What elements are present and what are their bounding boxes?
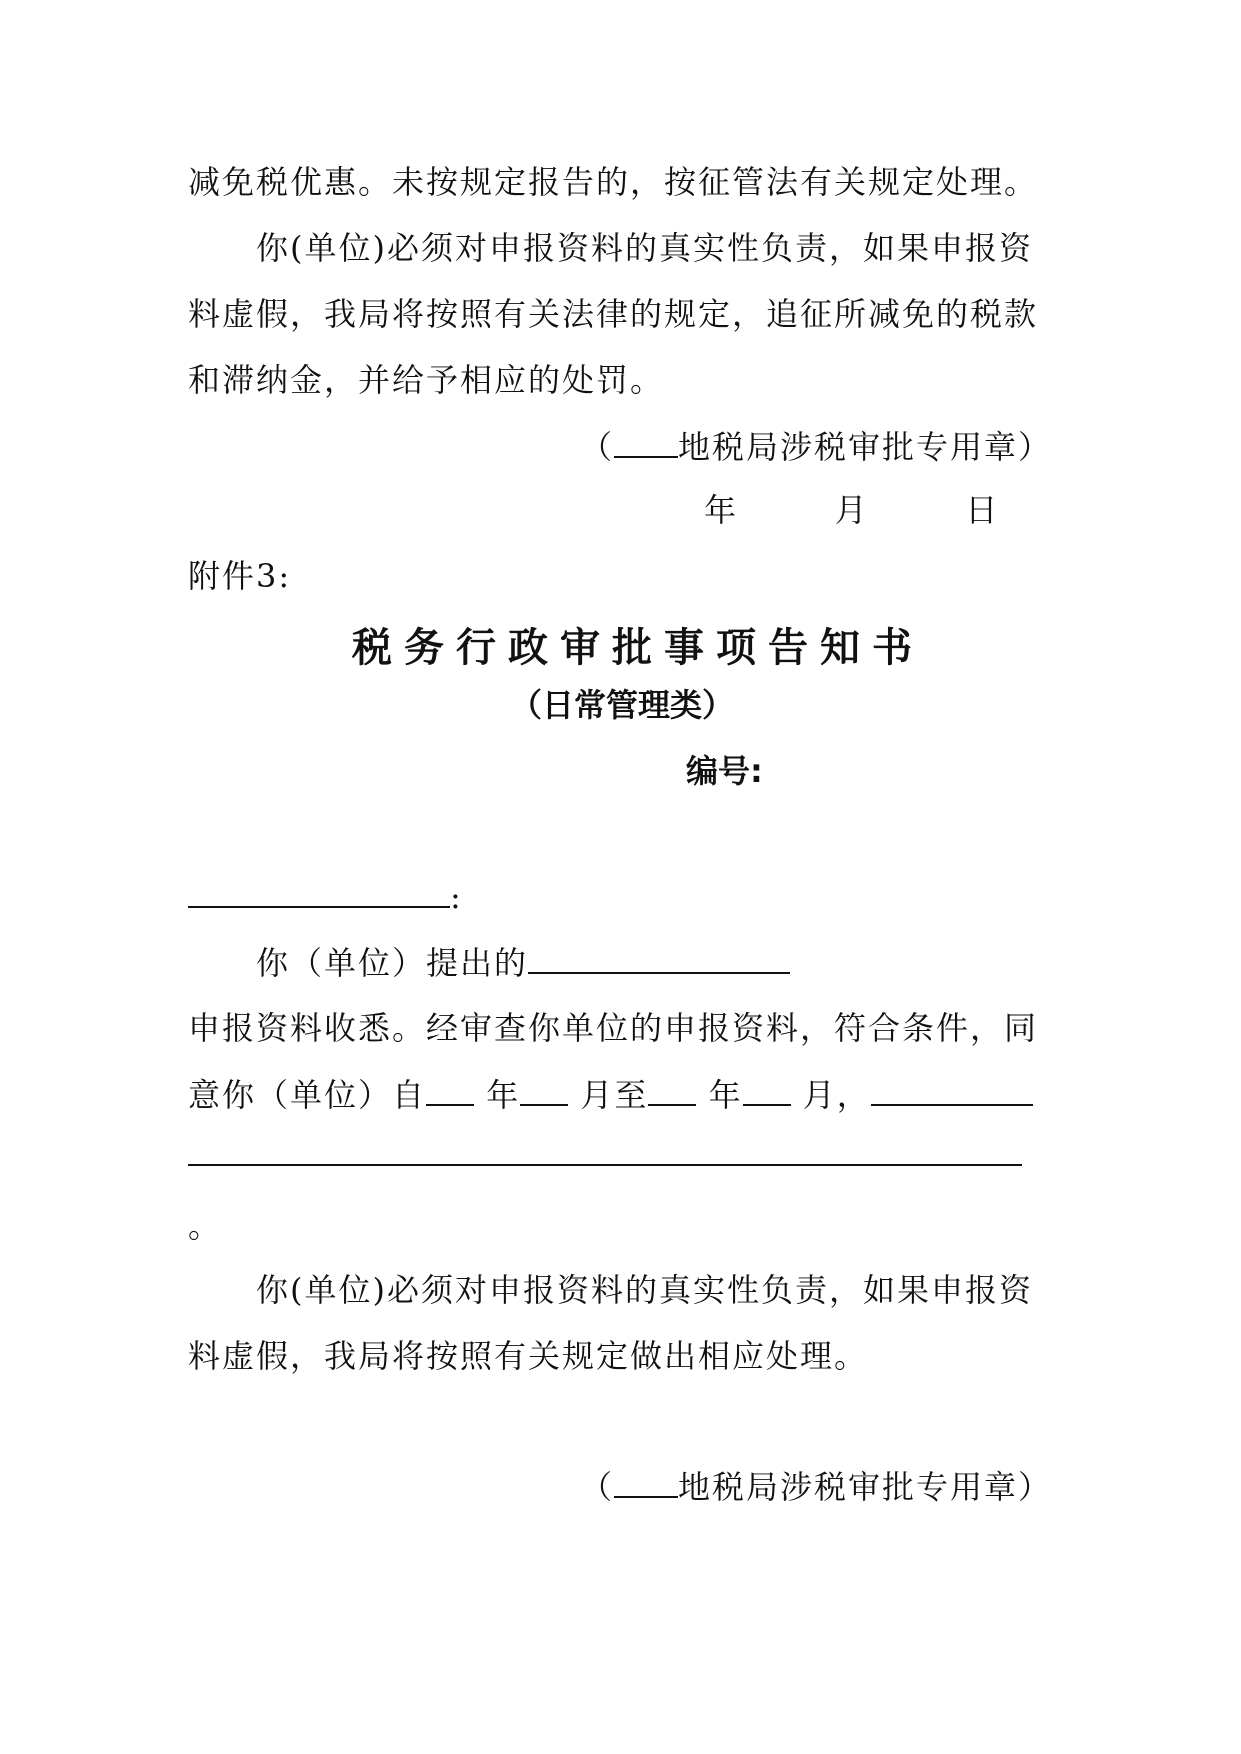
month-to-label: 月至 bbox=[580, 1076, 649, 1114]
body-text-line: 料虚假，我局将按照有关规定做出相应处理。 bbox=[188, 1337, 869, 1375]
body-text-line: 和滞纳金，并给予相应的处罚。 bbox=[188, 361, 665, 399]
start-year-blank bbox=[426, 1074, 474, 1106]
attachment-label: 附件3: bbox=[188, 557, 292, 595]
stamp-open-paren: （ bbox=[580, 1468, 615, 1506]
body-prefix: 你（单位）提出的 bbox=[256, 944, 529, 982]
stamp-text: 地税局涉税审批专用章） bbox=[678, 428, 1053, 466]
stamp-open-paren: （ bbox=[580, 428, 615, 466]
number-label: 编号: bbox=[686, 752, 763, 790]
date-line: 年 月 日 bbox=[704, 491, 1000, 529]
approval-content-blank-line bbox=[188, 1164, 1022, 1166]
body-text-line: 你(单位)必须对申报资料的真实性负责，如果申报资 bbox=[256, 229, 1033, 267]
start-month-blank bbox=[520, 1074, 568, 1106]
stamp-line bbox=[580, 1466, 1052, 1507]
page-subtitle: （日常管理类） bbox=[510, 686, 735, 724]
period-prefix: 意你（单位）自 bbox=[188, 1076, 427, 1114]
page-title: 税务行政审批事项告知书 bbox=[352, 625, 924, 671]
addressee-blank bbox=[188, 876, 450, 908]
approval-content-blank bbox=[871, 1074, 1033, 1106]
stamp-bureau-blank bbox=[614, 426, 678, 458]
month-label: 月， bbox=[802, 1076, 871, 1114]
stamp-text: 地税局涉税审批专用章） bbox=[678, 1468, 1053, 1506]
period-mark: 。 bbox=[188, 1207, 223, 1245]
addressee-line bbox=[188, 876, 463, 917]
period-line bbox=[188, 1074, 1033, 1115]
body-text-line bbox=[256, 942, 790, 983]
body-text-line: 料虚假，我局将按照有关法律的规定，追征所减免的税款 bbox=[188, 295, 1039, 333]
year-label: 年 bbox=[486, 1076, 521, 1114]
application-item-blank bbox=[528, 942, 790, 974]
body-text-line: 减免税优惠。未按规定报告的，按征管法有关规定处理。 bbox=[188, 163, 1039, 201]
end-year-blank bbox=[648, 1074, 696, 1106]
stamp-bureau-blank bbox=[614, 1466, 678, 1498]
year-label: 年 bbox=[708, 1076, 743, 1114]
addressee-colon: : bbox=[450, 878, 463, 916]
body-text-line: 你(单位)必须对申报资料的真实性负责，如果申报资 bbox=[256, 1271, 1033, 1309]
end-month-blank bbox=[743, 1074, 791, 1106]
stamp-line bbox=[580, 426, 1052, 467]
body-text-line: 申报资料收悉。经审查你单位的申报资料，符合条件，同 bbox=[188, 1009, 1039, 1047]
